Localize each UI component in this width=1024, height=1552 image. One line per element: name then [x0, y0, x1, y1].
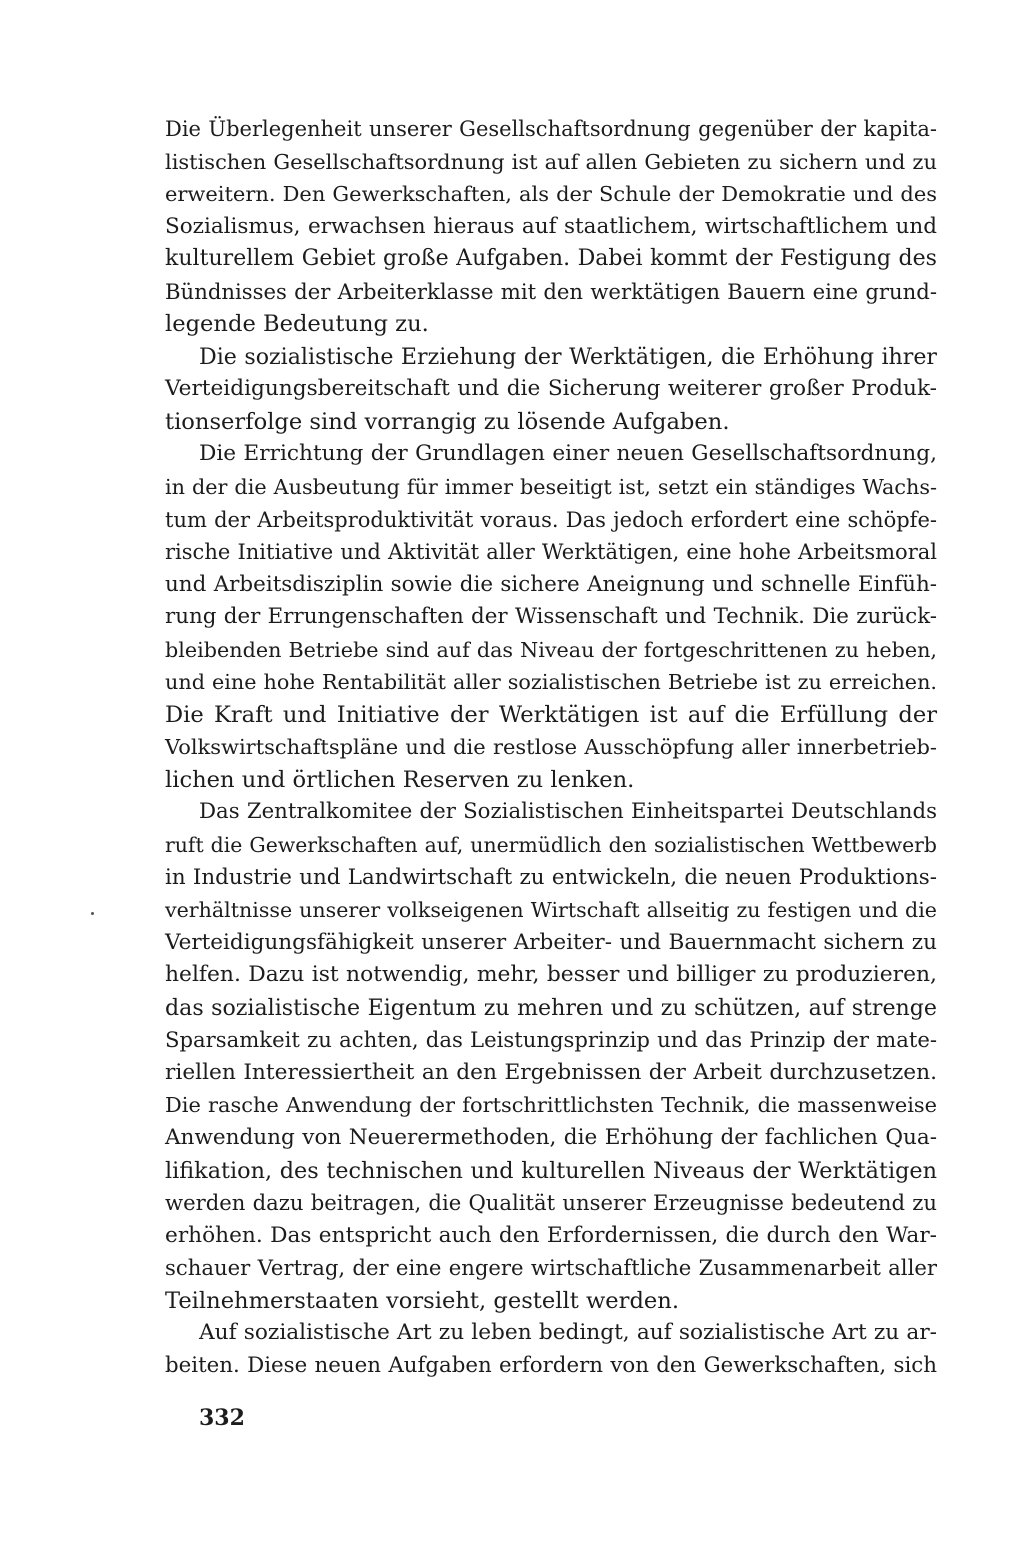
text-line: und Arbeitsdisziplin sowie die sichere Aneignung und schnelle Einfüh-: [165, 571, 937, 597]
text-line: in Industrie und Landwirtschaft zu entwickeln, die neuen Produktions-: [165, 864, 937, 890]
text-line: Die Errichtung der Grundlagen einer neuen Gesellschaftsordnung,: [199, 441, 937, 467]
text-line: Verteidigungsbereitschaft und die Sicherung weiterer großer Produk-: [165, 376, 937, 402]
text-line: Teilnehmerstaaten vorsieht, gestellt werden.: [165, 1287, 680, 1314]
text-line: Die rasche Anwendung der fortschrittlichsten Technik, die massenweise: [165, 1093, 937, 1118]
text-line: tum der Arbeitsproduktivität voraus. Das jedoch erfordert eine schöpfe-: [165, 506, 937, 532]
body-text: [165, 113, 937, 1382]
text-line: Bündnisses der Arbeiterklasse mit den werktätigen Bauern eine grund-: [165, 278, 937, 304]
text-line: Sozialismus, erwachsen hieraus auf staatlichem, wirtschaftlichem und: [165, 213, 937, 239]
text-line: helfen. Dazu ist notwendig, mehr, besser und billiger zu produzieren,: [165, 962, 937, 988]
page-number: 332: [199, 1405, 245, 1431]
text-line: verhältnisse unserer volkseigenen Wirtschaft allseitig zu festigen und die: [165, 898, 937, 923]
text-line: Die sozialistische Erziehung der Werktätigen, die Erhöhung ihrer: [199, 343, 937, 370]
text-line: Auf sozialistische Art zu leben bedingt, auf sozialistische Art zu ar-: [199, 1320, 937, 1346]
text-line: Das Zentralkomitee der Sozialistischen Einheitspartei Deutschlands: [199, 799, 937, 825]
text-line: das sozialistische Eigentum zu mehren und zu schützen, auf strenge: [165, 994, 937, 1021]
text-line: in der die Ausbeutung für immer beseitigt ist, setzt ein ständiges Wachs-: [165, 475, 937, 500]
text-line: Die Überlegenheit unserer Gesellschaftsordnung gegenüber der kapita-: [165, 116, 937, 141]
text-line: und eine hohe Rentabilität aller sozialistischen Betriebe ist zu erreichen.: [165, 670, 937, 695]
text-line: schauer Vertrag, der eine engere wirtschaftliche Zusammenarbeit aller: [165, 1255, 937, 1281]
print-speck: [91, 912, 94, 915]
text-line: rische Initiative und Aktivität aller Werktätigen, eine hohe Arbeitsmoral: [165, 539, 937, 565]
text-line: tionserfolge sind vorrangig zu lösende Aufgaben.: [165, 408, 730, 435]
text-line: bleibenden Betriebe sind auf das Niveau der fortgeschrittenen zu heben,: [165, 637, 937, 662]
text-line: erhöhen. Das entspricht auch den Erfordernissen, die durch den War-: [165, 1222, 937, 1248]
text-line: listischen Gesellschaftsordnung ist auf allen Gebieten zu sichern und zu: [165, 149, 937, 174]
text-line: ruft die Gewerkschaften auf, unermüdlich den sozialistischen Wettbewerb: [165, 833, 937, 858]
text-line: lifikation, des technischen und kulturellen Niveaus der Werktätigen: [165, 1157, 937, 1184]
text-line: Die Kraft und Initiative der Werktätigen ist auf die Erfüllung der: [165, 701, 937, 728]
text-line: kulturellem Gebiet große Aufgaben. Dabei kommt der Festigung des: [165, 246, 937, 272]
text-line: erweitern. Den Gewerkschaften, als der Schule der Demokratie und des: [165, 182, 937, 207]
text-line: lichen und örtlichen Reserven zu lenken.: [165, 766, 635, 793]
text-line: Volkswirtschaftspläne und die restlose Ausschöpfung aller innerbetrieb-: [165, 735, 937, 760]
text-line: beiten. Diese neuen Aufgaben erfordern von den Gewerkschaften, sich: [165, 1352, 937, 1378]
text-line: Verteidigungsfähigkeit unserer Arbeiter- und Bauernmacht sichern zu: [165, 929, 937, 955]
text-line: Anwendung von Neuerermethoden, die Erhöhung der fachlichen Qua-: [165, 1124, 937, 1150]
text-line: riellen Interessiertheit an den Ergebnissen der Arbeit durchzusetzen.: [165, 1059, 937, 1085]
text-line: rung der Errungenschaften der Wissenschaft und Technik. Die zurück-: [165, 604, 937, 630]
text-line: werden dazu beitragen, die Qualität unserer Erzeugnisse bedeutend zu: [165, 1190, 937, 1216]
text-line: Sparsamkeit zu achten, das Leistungsprinzip und das Prinzip der mate-: [165, 1027, 937, 1053]
text-line: legende Bedeutung zu.: [165, 311, 429, 338]
